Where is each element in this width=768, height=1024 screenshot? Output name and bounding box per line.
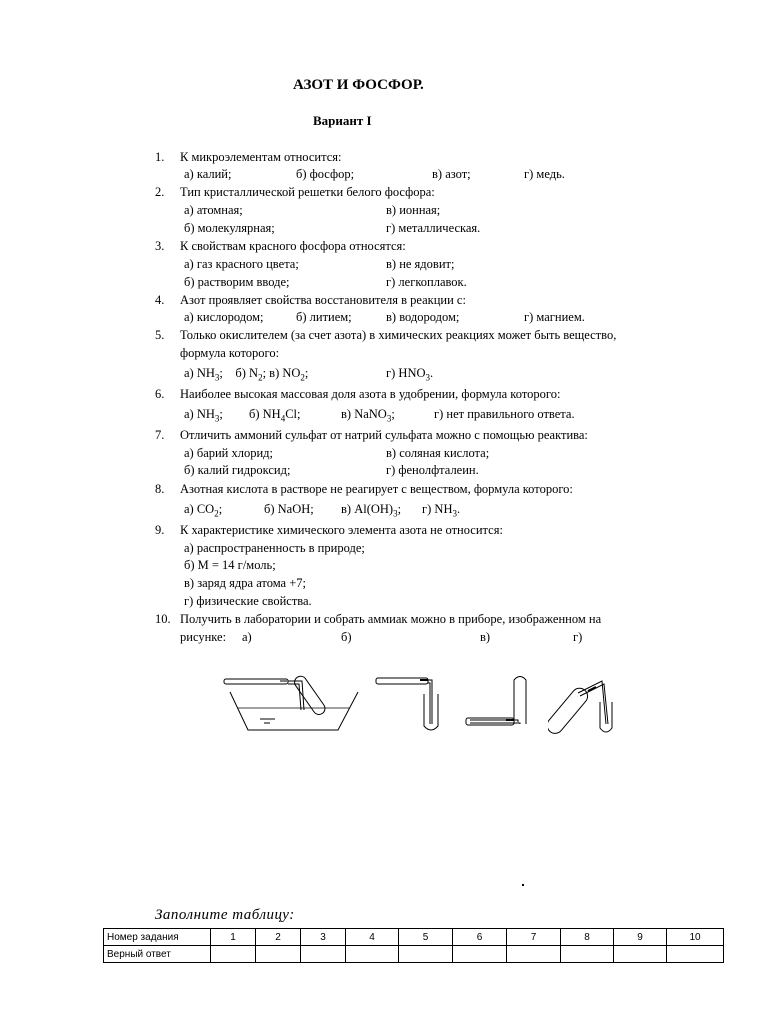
- q8-option-c: в) $Al(OH)_3$;: [341, 502, 402, 519]
- answer-cell[interactable]: [211, 946, 256, 963]
- task-number-cell: 5: [399, 929, 453, 946]
- question-2-text: Тип кристаллической решетки белого фосфора:: [180, 185, 435, 199]
- q4-option-a: а) кислородом;: [184, 310, 264, 324]
- question-7-text: Отличить аммоний сульфат от натрий сульфата можно с помощью реактива:: [180, 428, 588, 442]
- q1-option-b: б) фосфор;: [296, 167, 355, 181]
- q3-option-c: в) не ядовит;: [386, 257, 455, 271]
- q2-option-c: в) ионная;: [386, 203, 441, 217]
- q6-option-c: в) NaNO$_3$;: [341, 407, 395, 424]
- q7-option-c: в) соляная кислота;: [386, 446, 490, 460]
- q3-option-b: б) растворим вводе;: [184, 275, 290, 289]
- question-5-number: 5.: [155, 328, 165, 342]
- q1-option-c: в) азот;: [432, 167, 471, 181]
- apparatus-c-drawing: [462, 672, 534, 730]
- fill-table-hint: Заполните таблицу:: [155, 907, 295, 923]
- task-number-cell: 1: [211, 929, 256, 946]
- q9-option-d: г) физические свойства.: [184, 594, 312, 608]
- task-number-cell: 3: [301, 929, 346, 946]
- row-label-correct-answer: Верный ответ: [104, 946, 211, 963]
- question-8-text: Азотная кислота в растворе не реагирует с веществом, формула которого:: [180, 482, 573, 496]
- q9-option-c: в) заряд ядра атома +7;: [184, 576, 306, 590]
- q10-label-d: г): [573, 630, 583, 644]
- question-1-text: К микроэлементам относится:: [180, 150, 342, 164]
- table-row-answers: [104, 946, 724, 963]
- task-number-cell: 6: [453, 929, 507, 946]
- q5-option-d: г) $HNO_3$.: [386, 366, 434, 383]
- q6-option-a: а) $NH_3$;: [184, 407, 223, 424]
- q9-option-b: б) М = 14 г/моль;: [184, 558, 276, 572]
- row-label-task-number: Номер задания: [104, 929, 211, 946]
- answer-cell[interactable]: [561, 946, 614, 963]
- question-10-number: 10.: [155, 612, 171, 626]
- task-number-cell: 8: [561, 929, 614, 946]
- task-number-cell: 7: [507, 929, 561, 946]
- answer-cell[interactable]: [346, 946, 399, 963]
- q8-option-d: г) $NH_3$.: [422, 502, 461, 519]
- q1-option-a: а) калий;: [184, 167, 232, 181]
- question-8-number: 8.: [155, 482, 165, 496]
- q2-option-d: г) металлическая.: [386, 221, 481, 235]
- question-5-text-cont: формула которого:: [180, 346, 280, 360]
- answer-cell[interactable]: [507, 946, 561, 963]
- q4-option-b: б) литием;: [296, 310, 352, 324]
- apparatus-b-drawing: [374, 672, 444, 734]
- q3-option-a: а) газ красного цвета;: [184, 257, 299, 271]
- q8-option-a: а) $CO_2$;: [184, 502, 223, 519]
- q9-option-a: а) распространенность в природе;: [184, 541, 365, 555]
- table-row-numbers: [104, 929, 724, 946]
- q7-option-d: г) фенолфталеин.: [386, 463, 479, 477]
- q2-option-b: б) молекулярная;: [184, 221, 275, 235]
- question-10-text: Получить в лаборатории и собрать аммиак можно в приборе, изображенном на: [180, 612, 602, 626]
- q7-option-a: а) барий хлорид;: [184, 446, 274, 460]
- task-number-cell: 10: [667, 929, 724, 946]
- question-9-number: 9.: [155, 523, 165, 537]
- answer-cell[interactable]: [614, 946, 667, 963]
- answer-cell[interactable]: [301, 946, 346, 963]
- q6-option-d: г) нет правильного ответа.: [434, 407, 575, 421]
- question-3-text: К свойствам красного фосфора относятся:: [180, 239, 406, 253]
- task-number-cell: 2: [256, 929, 301, 946]
- q10-label-a: а): [242, 630, 252, 644]
- q8-option-b: б) NaOH;: [264, 502, 314, 516]
- answer-cell[interactable]: [667, 946, 724, 963]
- page-title: АЗОТ И ФОСФОР.: [293, 77, 424, 93]
- question-5-text: Только окислителем (за счет азота) в химических реакциях может быть вещество,: [180, 328, 617, 342]
- q1-option-d: г) медь.: [524, 167, 565, 181]
- question-3-number: 3.: [155, 239, 165, 253]
- answer-cell[interactable]: [453, 946, 507, 963]
- question-9-text: К характеристике химического элемента азота не относится:: [180, 523, 503, 537]
- stray-dot: [522, 884, 524, 886]
- apparatus-d-drawing: [548, 672, 620, 738]
- q3-option-d: г) легкоплавок.: [386, 275, 467, 289]
- q10-label-c: в): [480, 630, 491, 644]
- q4-option-d: г) магнием.: [524, 310, 585, 324]
- answer-table: [103, 928, 724, 963]
- apparatus-a-drawing: [220, 670, 360, 738]
- q2-option-a: а) атомная;: [184, 203, 243, 217]
- answer-cell[interactable]: [399, 946, 453, 963]
- question-7-number: 7.: [155, 428, 165, 442]
- question-10-text-cont: рисунке:: [180, 630, 227, 644]
- q5-options: а) $NH_3$; б) $N_2$; в) $NO_2$;: [184, 366, 309, 383]
- task-number-cell: 4: [346, 929, 399, 946]
- variant-label: Вариант I: [313, 113, 372, 128]
- q10-label-b: б): [341, 630, 352, 644]
- task-number-cell: 9: [614, 929, 667, 946]
- q4-option-c: в) водородом;: [386, 310, 460, 324]
- answer-cell[interactable]: [256, 946, 301, 963]
- q7-option-b: б) калий гидроксид;: [184, 463, 291, 477]
- question-6-number: 6.: [155, 387, 165, 401]
- q6-option-b: б) $NH_4Cl$;: [249, 407, 301, 424]
- question-2-number: 2.: [155, 185, 165, 199]
- question-6-text: Наиболее высокая массовая доля азота в удобрении, формула которого:: [180, 387, 561, 401]
- question-4-text: Азот проявляет свойства восстановителя в реакции с:: [180, 293, 466, 307]
- question-4-number: 4.: [155, 293, 165, 307]
- question-1-number: 1.: [155, 150, 165, 164]
